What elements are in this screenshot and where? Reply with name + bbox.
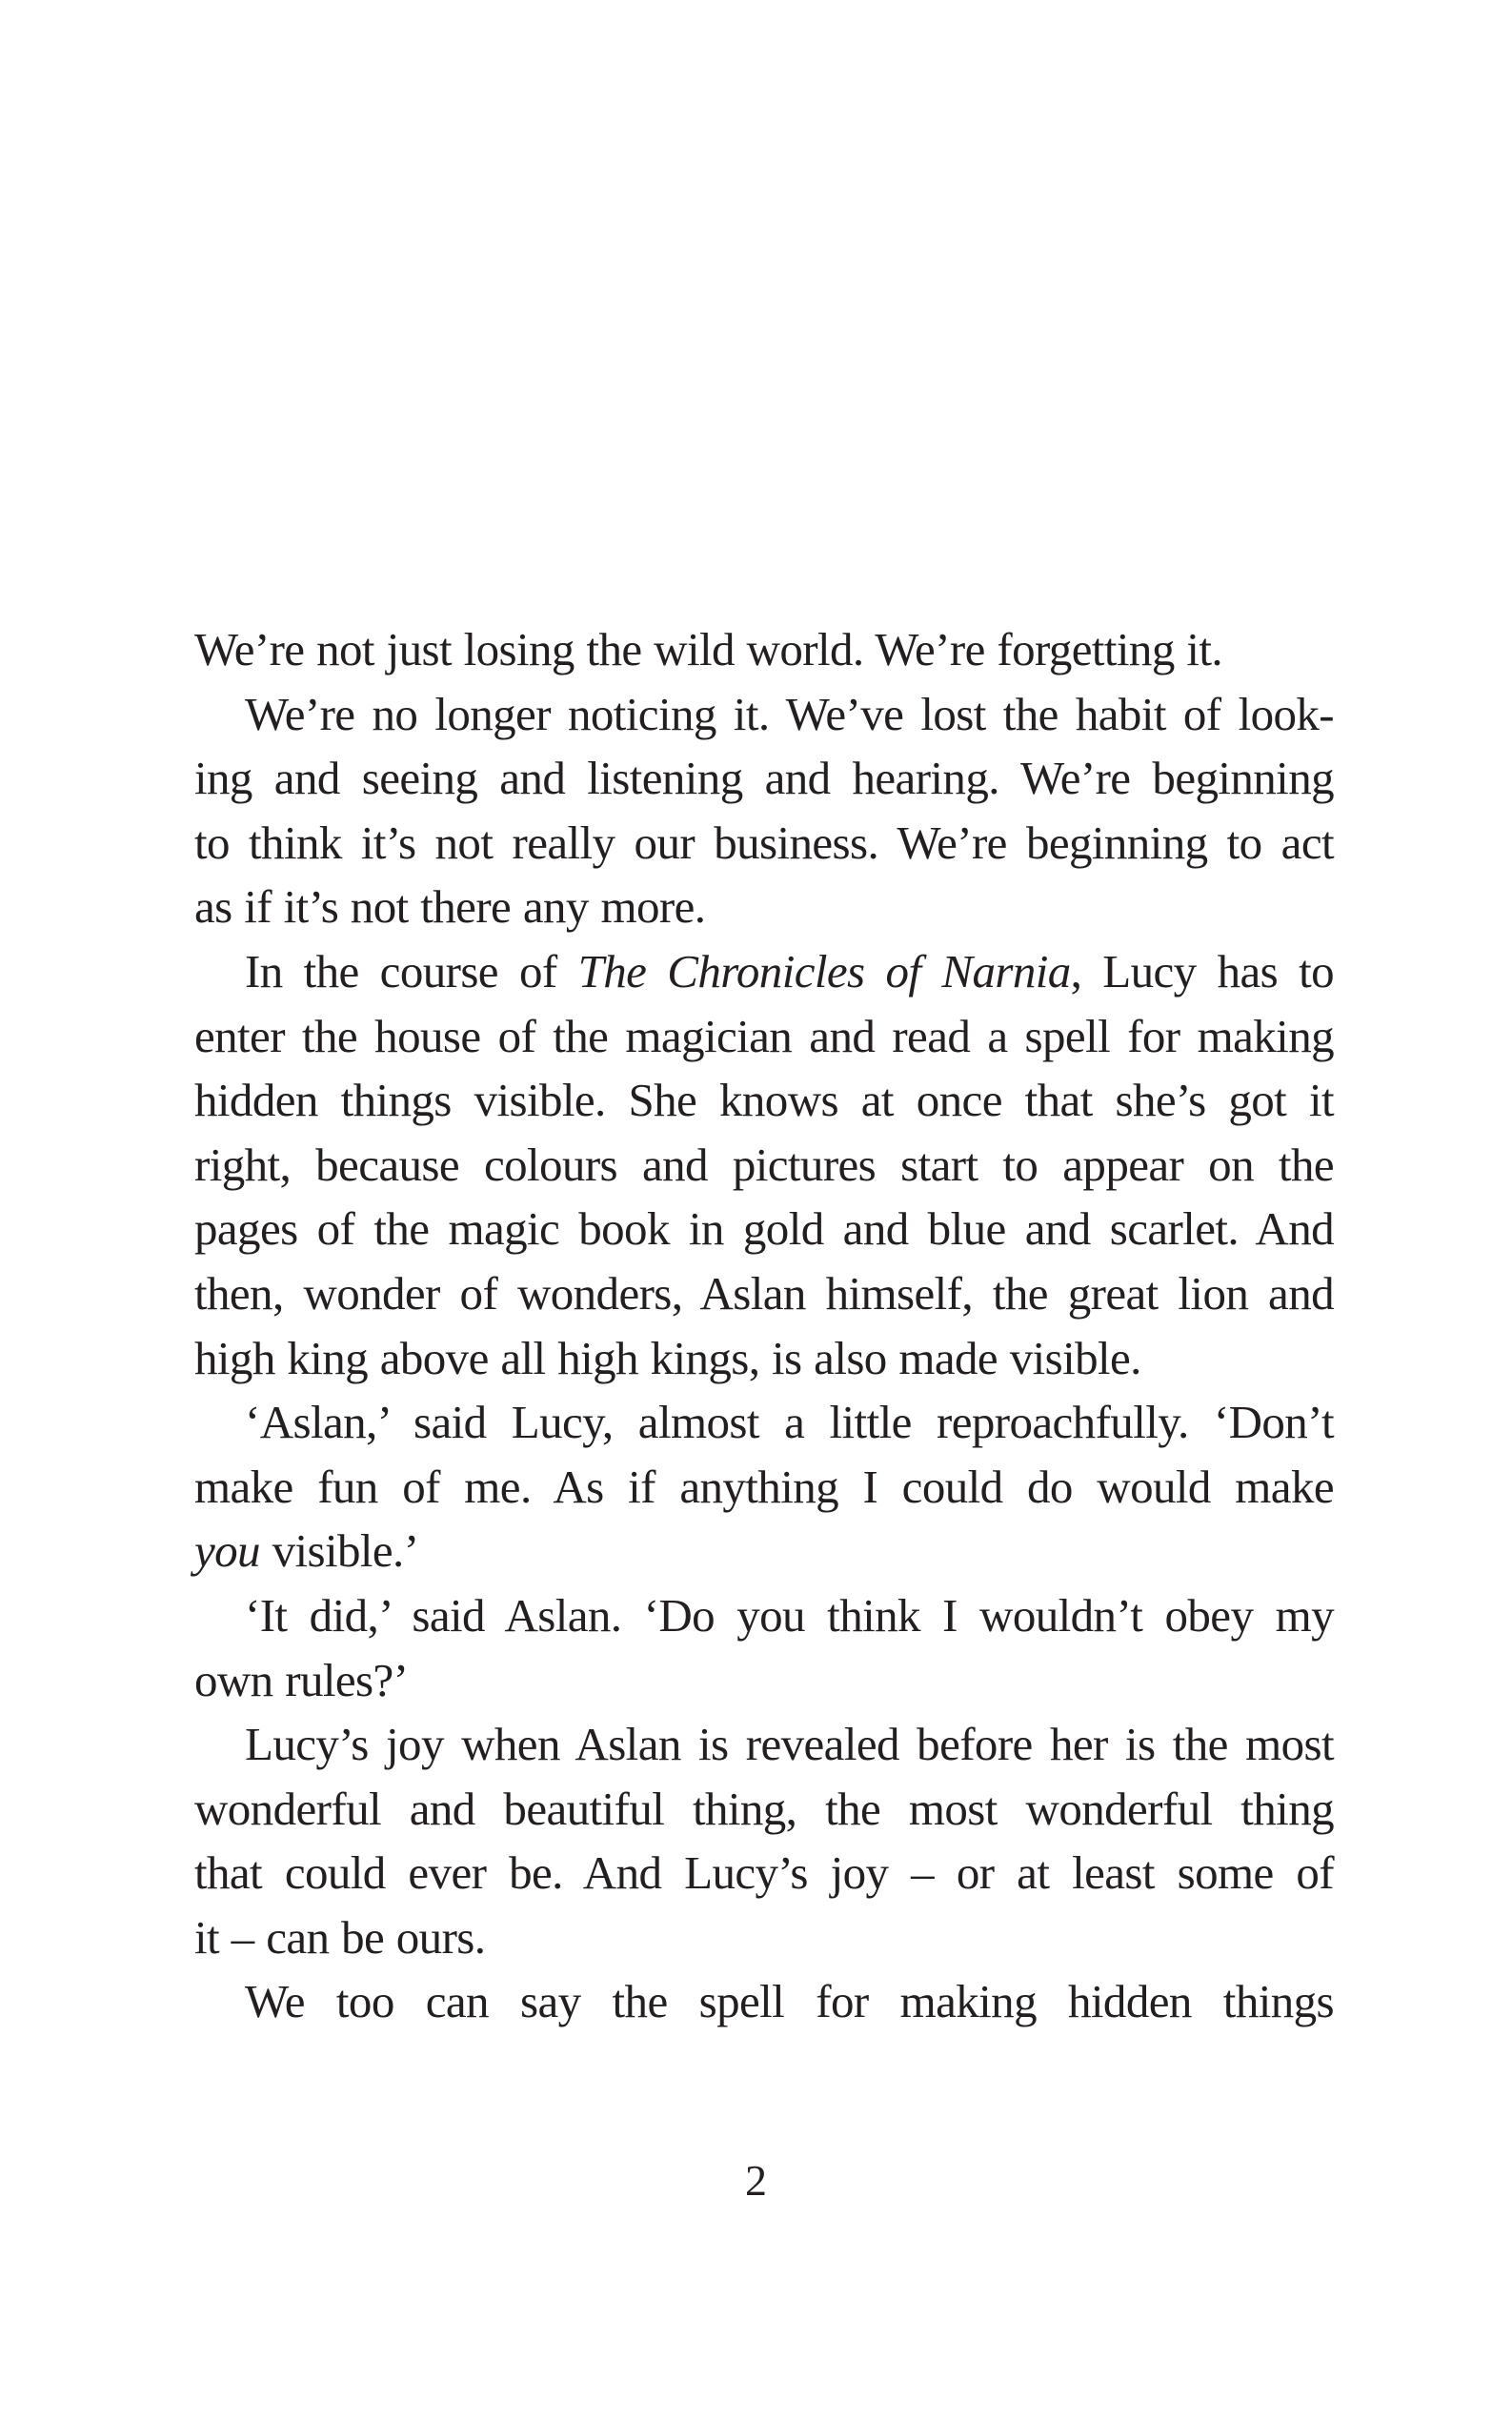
page-number: 2 [745,2156,767,2205]
text-line [194,1068,1334,1133]
text-segment: ‘Aslan,’ said Lucy, almost a little reproachfully. ‘Don’t [245,1396,1334,1449]
italic-text: you [194,1524,260,1578]
text-segment: own rules?’ [194,1653,409,1706]
text-segment: make fun of me. As if anything I could do would make [194,1460,1334,1513]
text-segment: , Lucy has to [1070,944,1334,998]
text-line [194,811,1334,876]
text-line [194,1390,1334,1455]
text-segment: visible.’ [259,1524,419,1578]
text-segment: that could ever be. And Lucy’s joy – or at least some of [194,1846,1334,1900]
text-line [194,1648,1334,1713]
text-line [194,1133,1334,1198]
text-segment: right, because colours and pictures start to appear on the [194,1138,1334,1191]
text-segment: enter the house of the magician and read a spell for making [194,1009,1334,1062]
paragraph [194,939,1334,1390]
text-segment: We’re no longer noticing it. We’ve lost the habit of look- [245,687,1334,740]
text-line [194,1712,1334,1777]
text-segment: wonderful and beautiful thing, the most wonderful thing [194,1782,1334,1835]
text-segment: high king above all high kings, is also made visible. [194,1331,1141,1384]
italic-text: The Chronicles of Narnia [577,944,1071,998]
text-line [194,1777,1334,1842]
paragraph [194,1712,1334,1969]
text-segment: hidden things visible. She knows at once that she’s got it [194,1074,1334,1127]
text-line [194,939,1334,1004]
text-line [194,1261,1334,1326]
text-segment: it – can be ours. [194,1910,486,1964]
paragraph [194,1583,1334,1712]
text-line [194,746,1334,811]
text-line [194,875,1334,939]
text-segment: In the course of [245,944,578,998]
text-line [194,1969,1334,2034]
text-segment: pages of the magic book in gold and blue and scarlet. And [194,1202,1334,1256]
text-segment: We too can say the spell for making hidden things [245,1975,1334,2028]
text-segment: as if it’s not there any more. [194,880,706,934]
text-line [194,1583,1334,1648]
text-segment: ing and seeing and listening and hearing. We’re beginning [194,752,1334,805]
text-line [194,1519,1334,1583]
text-segment: We’re not just losing the wild world. We’re forgetting it. [194,623,1223,675]
text-line [194,1455,1334,1520]
body-text [194,617,1334,2034]
paragraph [194,1969,1334,2034]
text-line [194,1197,1334,1261]
paragraph [194,1390,1334,1583]
paragraph [194,682,1334,939]
text-line [194,1004,1334,1069]
text-segment: Lucy’s joy when Aslan is revealed before her is the most [245,1718,1334,1771]
text-segment: ‘It did,’ said Aslan. ‘Do you think I wouldn’t obey my [245,1588,1334,1642]
text-line [194,1841,1334,1905]
paragraph [194,617,1334,682]
text-line [194,1326,1334,1391]
text-line [194,682,1334,747]
text-segment: to think it’s not really our business. We’re beginning to act [194,816,1334,869]
text-line [194,1905,1334,1970]
text-segment: then, wonder of wonders, Aslan himself, the great lion and [194,1266,1334,1320]
text-line [194,617,1334,682]
